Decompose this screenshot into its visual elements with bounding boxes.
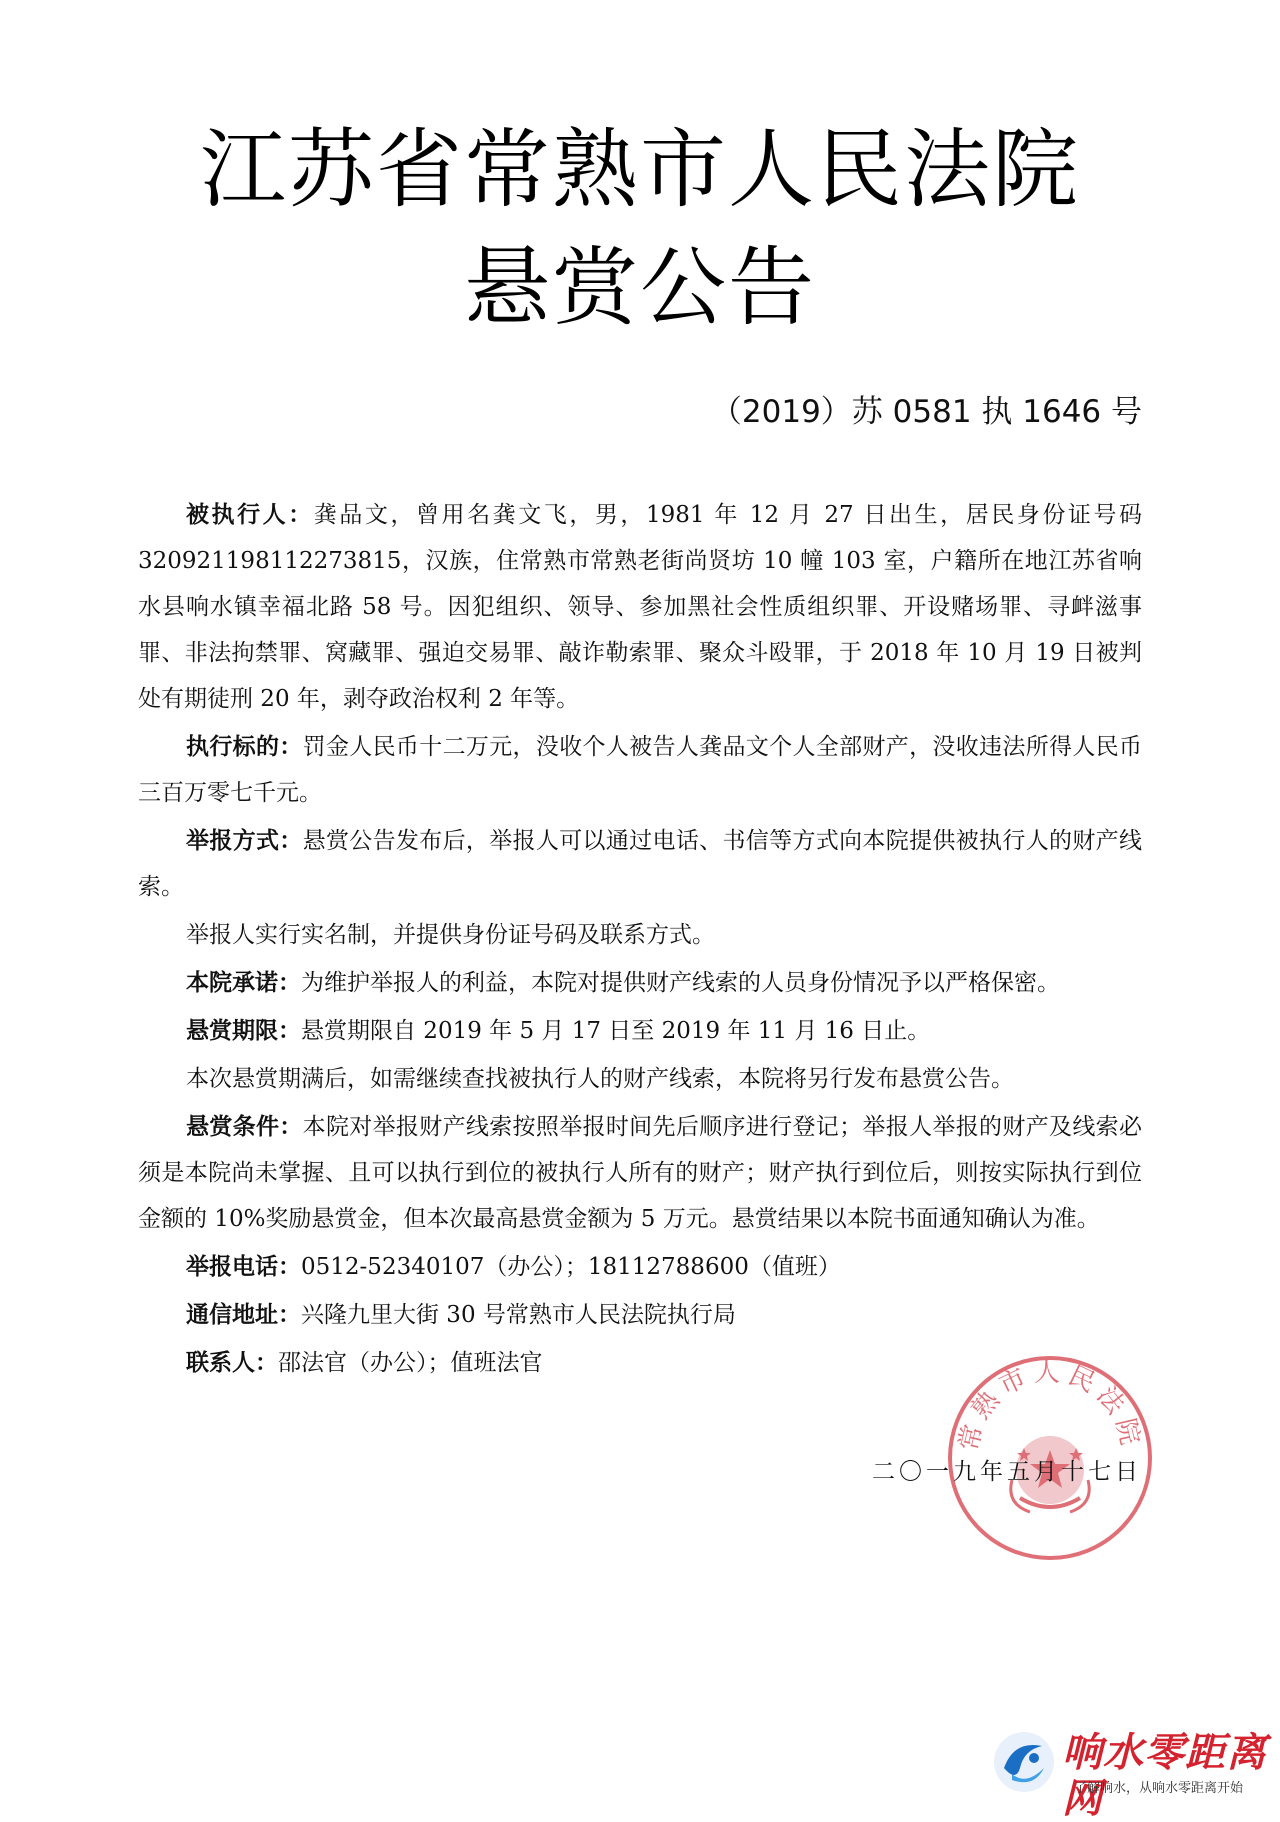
site-brand-name: 响水零距离网 [1062,1730,1267,1822]
seal-text: 常熟市人民法院 [953,1358,1147,1454]
paragraph-phone [138,1244,1142,1290]
paragraph-text: 0512-52340107（办公）；18112788600（值班） [301,1254,841,1280]
paragraph-address [138,1292,1142,1338]
notice-body [138,492,1142,1388]
paragraph-conditions [138,1104,1142,1242]
paragraph-text: 兴隆九里大街 30 号常熟市人民法院执行局 [301,1302,736,1328]
paragraph-label: 举报电话： [186,1253,301,1280]
paragraph-text: 罚金人民币十二万元，没收个人被告人龚品文个人全部财产，没收违法所得人民币三百万零七千元。 [138,734,1142,806]
paragraph-text: 本院对举报财产线索按照举报时间先后顺序进行登记；举报人举报的财产及线索必须是本院尚未掌握、且可以执行到位的被执行人所有的财产；财产执行到位后，则按实际执行到位金额的 10%奖励悬赏金，但本次最高悬赏金额为 5 万元。悬赏结果以本院书面通知确认为准。 [138,1114,1142,1232]
site-slogan: 了解响水，从响水零距离开始 [1074,1781,1244,1796]
page-title-line-1: 江苏省常熟市人民法院 [200,120,1080,220]
paragraph-text: 举报人实行实名制，并提供身份证号码及联系方式。 [186,922,715,948]
paragraph-label: 本院承诺： [186,969,301,996]
paragraph-label: 通信地址： [186,1301,301,1328]
paragraph-text: 为维护举报人的利益，本院对提供财产线索的人员身份情况予以严格保密。 [301,970,1060,996]
site-logo-icon [990,1728,1058,1796]
paragraph-label: 举报方式： [186,827,303,854]
paragraph-label: 悬赏期限： [186,1017,301,1044]
paragraph-label: 联系人： [186,1349,278,1376]
paragraph-period [138,1008,1142,1054]
paragraph-text: 本次悬赏期满后，如需继续查找被执行人的财产线索，本院将另行发布悬赏公告。 [186,1066,1014,1092]
paragraph-text: 邵法官（办公）；值班法官 [278,1350,543,1376]
paragraph-text: 龚品文，曾用名龚文飞，男，1981 年 12 月 27 日出生，居民身份证号码 320921198112273815，汉族，住常熟市常熟老街尚贤坊 10 幢 103 室，户籍所在地江苏省响水县响水镇幸福北路 58 号。因犯组织、领导、参加黑社会性质组织罪、开设赌场罪、寻衅滋事罪、非法拘禁罪、窝藏罪、强迫交易罪、敲诈勒索罪、聚众斗殴罪，于 2018 年 10 月 19 日被判处有期徒刑 20 年，剥夺政治权利 2 年等。 [138,502,1143,712]
issue-date: 二〇一九年五月十七日 [872,1459,1142,1485]
paragraph-promise [138,960,1142,1006]
case-number: （2019）苏 0581 执 1646 号 [710,394,1142,430]
paragraph-debtor [138,492,1142,722]
paragraph-text: 悬赏公告发布后，举报人可以通过电话、书信等方式向本院提供被执行人的财产线索。 [138,828,1142,900]
paragraph-real-name [138,912,1142,958]
paragraph-renewal [138,1056,1142,1102]
site-watermark [990,1722,1280,1822]
paragraph-label: 执行标的： [186,733,303,760]
paragraph-text: 悬赏期限自 2019 年 5 月 17 日至 2019 年 11 月 16 日止。 [301,1018,931,1044]
paragraph-label: 悬赏条件： [186,1113,303,1140]
paragraph-label: 被执行人： [186,501,314,528]
page-title-line-2: 悬赏公告 [464,238,816,338]
paragraph-report-method [138,818,1142,910]
paragraph-target [138,724,1142,816]
